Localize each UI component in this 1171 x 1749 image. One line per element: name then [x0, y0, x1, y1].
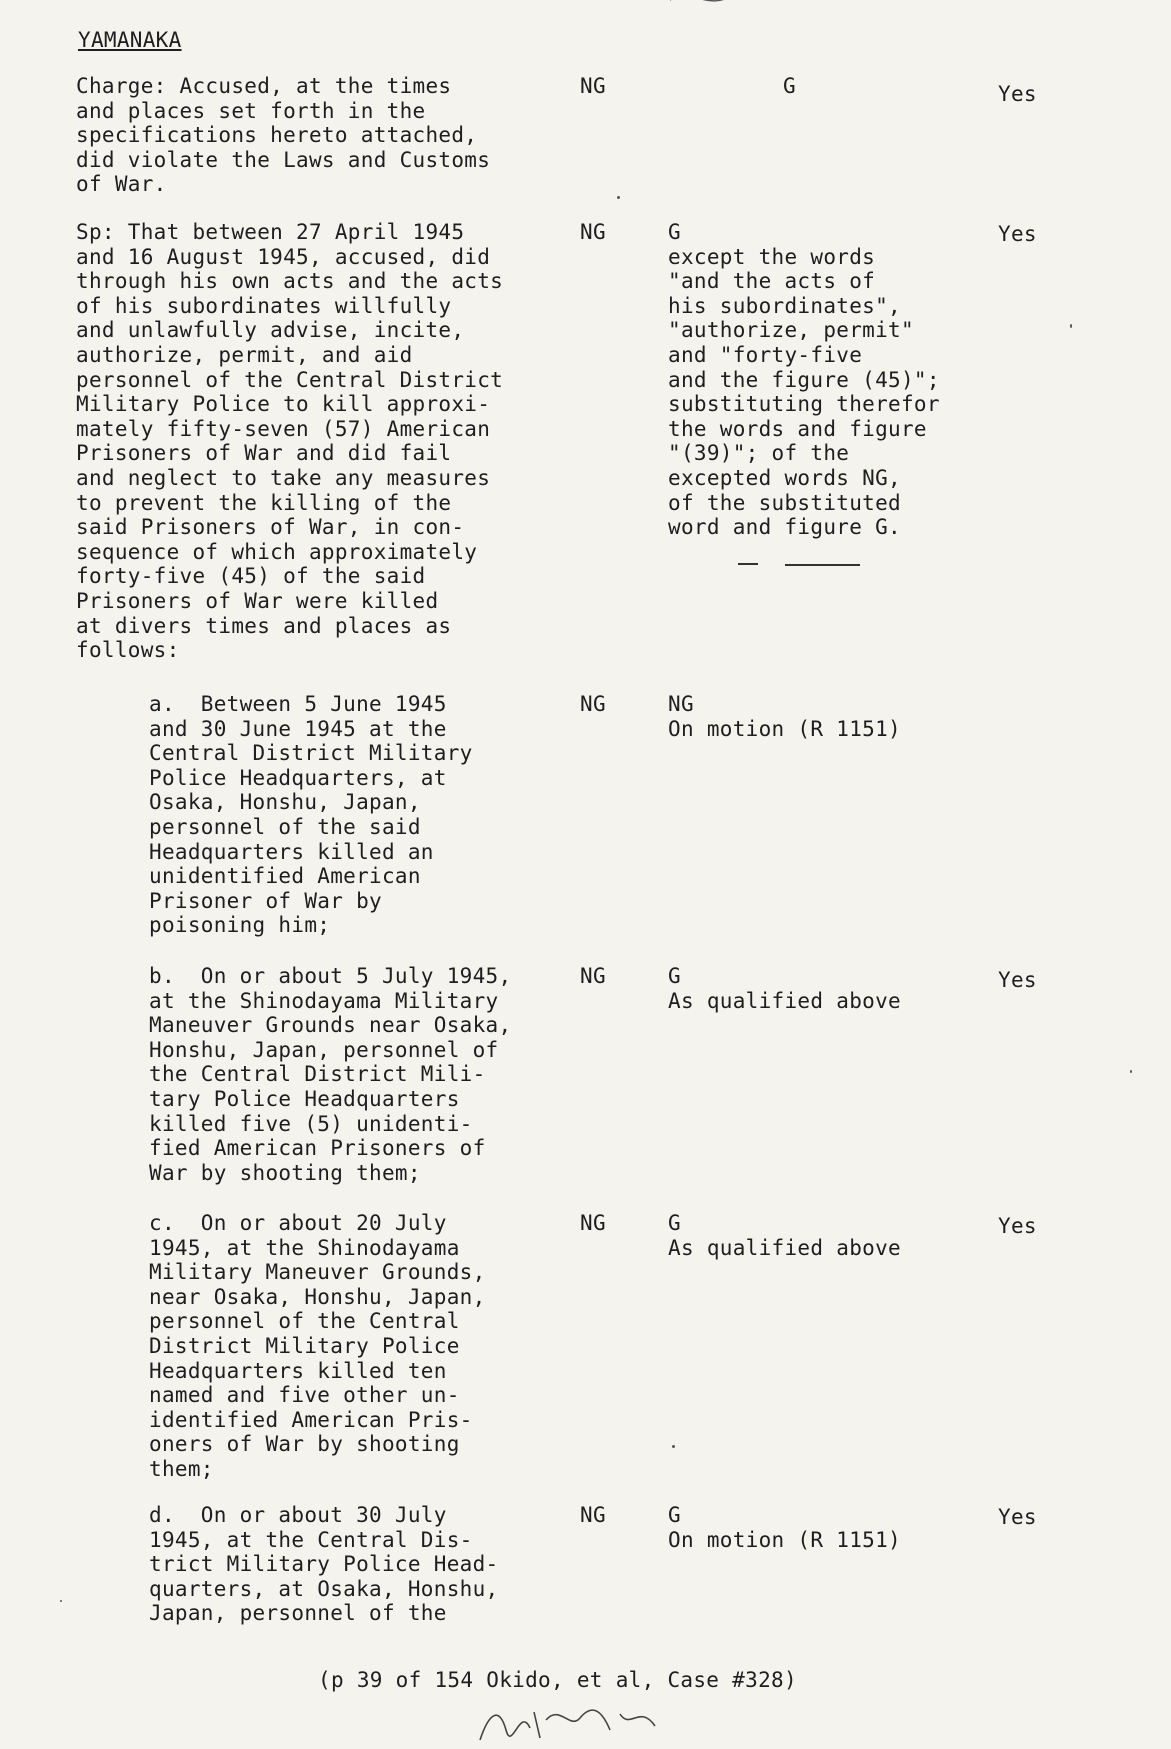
- sub-d-text: d. On or about 30 July 1945, at the Central Dis- trict Military Police Head- quarters, at Osaka, Honshu, Japan, personnel of the: [149, 1503, 499, 1626]
- sub-a-finding: NG On motion (R 1151): [668, 692, 901, 741]
- specification-finding: G except the words "and the acts of his subordinates", "authorize, permit" and "forty-five and the figure (45)"; substituting therefor the words and figure "(39)"; of the excepted words NG, of the substituted word and figure G.: [668, 220, 940, 540]
- charge-plea: NG: [580, 74, 606, 98]
- charge-text: Charge: Accused, at the times and places set forth in the specifications hereto attached, did violate the Laws and Customs of War.: [76, 74, 491, 197]
- sub-b-finding: G As qualified above: [668, 964, 901, 1013]
- sub-b-sentence: Yes: [998, 968, 1037, 992]
- sub-b-plea: NG: [580, 964, 606, 988]
- specification-text: Sp: That between 27 April 1945 and 16 August 1945, accused, did through his own acts and the acts of his subordinates willfully and unlawfully advise, incite, authorize, permit, and aid personnel of the Central District Military Police to kill approxi- mately fifty-seven (57) American Prisoners of War and did fail and neglect to take any measures to prevent the killing of the said Prisoners of War, in con- sequence of which approximately forty-five (45) of the said Prisoners of War were killed at divers times and places as follows:: [76, 220, 504, 663]
- specification-sentence: Yes: [998, 222, 1037, 246]
- sub-d-sentence: Yes: [998, 1505, 1037, 1529]
- scan-speck: [617, 196, 620, 199]
- sub-c-finding: G As qualified above: [668, 1211, 901, 1260]
- sub-a-plea: NG: [580, 692, 606, 716]
- scan-speck: [1130, 1070, 1132, 1073]
- defendant-name-title: YAMANAKA: [78, 28, 182, 52]
- sub-b-text: b. On or about 5 July 1945, at the Shinodayama Military Maneuver Grounds near Osaka, Honshu, Japan, personnel of the Central District Mili- tary Police Headquarters killed five (5) unidenti- fied American Prisoners of War by shooting them;: [149, 964, 512, 1185]
- sub-c-sentence: Yes: [998, 1214, 1037, 1238]
- handwritten-mark-top: [440, 0, 820, 22]
- sub-d-plea: NG: [580, 1503, 606, 1527]
- page-footer: (p 39 of 154 Okido, et al, Case #328): [318, 1668, 797, 1692]
- sub-a-text: a. Between 5 June 1945 and 30 June 1945 at the Central District Military Police Headquarters, at Osaka, Honshu, Japan, personnel of the said Headquarters killed an unidentified American Prisoner of War by poisoning him;: [149, 692, 473, 938]
- sub-c-plea: NG: [580, 1211, 606, 1235]
- charge-finding: G: [783, 74, 796, 98]
- sub-c-text: c. On or about 20 July 1945, at the Shinodayama Military Maneuver Grounds, near Osaka, Honshu, Japan, personnel of the Central District Military Police Headquarters killed ten named and five other un- identified American Pris- oners of War by shooting them;: [149, 1211, 486, 1481]
- handwritten-underline-2: [785, 564, 860, 566]
- sub-d-finding: G On motion (R 1151): [668, 1503, 901, 1552]
- handwritten-signature: [470, 1700, 690, 1746]
- handwritten-underline: [738, 563, 758, 565]
- scan-speck: [60, 1600, 62, 1602]
- scan-speck: [1070, 324, 1072, 328]
- scan-speck: [672, 1445, 675, 1448]
- charge-sentence: Yes: [998, 82, 1037, 106]
- specification-plea: NG: [580, 220, 606, 244]
